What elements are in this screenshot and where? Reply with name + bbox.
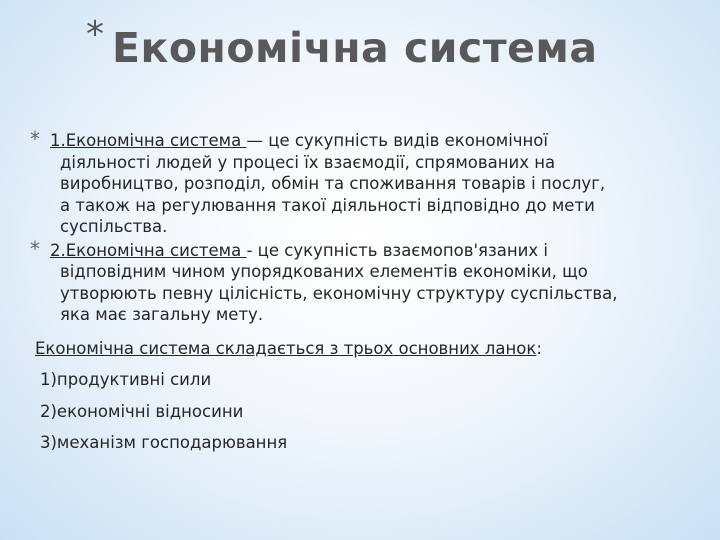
definition-bullet-1 (30, 127, 700, 238)
definition-line: суспільства. (60, 217, 168, 236)
slide-content (30, 127, 700, 454)
definition-line: діяльності людей у процесі їх взаємодії, спрямованих на (60, 152, 556, 172)
slide-title: Економічна система (112, 24, 598, 72)
definition-first-line (50, 130, 700, 152)
definition-line: відповідним чином упорядкованих елементів економіки, що (60, 262, 588, 281)
summary-text: Економічна система складається з трьох основних ланок (35, 338, 537, 358)
title-asterisk-icon: * (86, 14, 104, 55)
definition-term: 1.Економічна система (50, 131, 247, 150)
definition-text: — це сукупність видів економічної (246, 131, 548, 150)
definition-first-line (50, 240, 700, 262)
component-item-2: 2)економічні відносини (40, 401, 244, 421)
bullet-asterisk-icon: * (30, 127, 40, 151)
definition-line: виробництво, розподіл, обмін та споживання товарів і послуг, (60, 174, 606, 193)
summary-line (30, 338, 700, 360)
definition-bullet-2 (30, 236, 700, 326)
definition-text: - це сукупність взаємопов'язаних і (246, 240, 548, 260)
component-item-1: 1)продуктивні сили (40, 370, 212, 389)
definition-line: яка має загальну мету. (60, 305, 264, 324)
bullet-asterisk-icon: * (30, 236, 40, 261)
definition-term: 2.Економічна система (50, 240, 247, 260)
summary-colon: : (536, 338, 542, 358)
definition-line: утворюють певну цілісність, економічну структуру суспільства, (60, 283, 618, 303)
component-item-3: 3)механізм господарювання (40, 433, 288, 452)
definition-line: а також на регулювання такої діяльності відповідно до мети (60, 195, 595, 215)
